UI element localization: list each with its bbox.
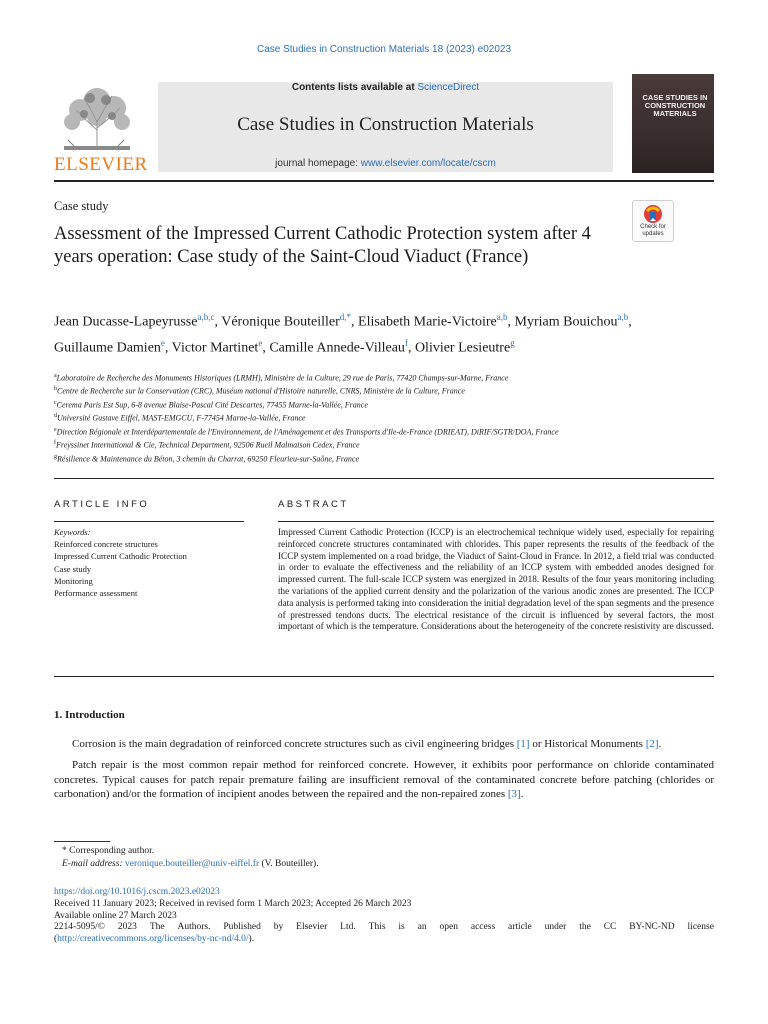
abstract-bottom-rule — [54, 676, 714, 677]
email-line — [54, 858, 714, 871]
author-affiliation-marker[interactable]: e — [258, 338, 263, 349]
footnote — [54, 845, 714, 871]
sciencedirect-link[interactable]: ScienceDirect — [417, 82, 480, 93]
license-word: 2214-5095/© — [54, 922, 106, 933]
author-name[interactable]: Victor Martinet — [171, 340, 259, 356]
license-word: under — [544, 922, 567, 933]
header-rule — [54, 180, 714, 182]
affiliation-item — [54, 398, 624, 411]
license-paren: ). — [248, 934, 255, 945]
license-line — [54, 922, 714, 934]
author-affiliation-marker[interactable]: f — [404, 338, 408, 349]
homepage-link[interactable]: www.elsevier.com/locate/cscm — [360, 158, 496, 169]
affiliation-item — [54, 452, 624, 465]
affiliation-marker: b — [54, 386, 57, 393]
article-type: Case study — [54, 199, 109, 213]
license-word: The — [149, 922, 165, 933]
keyword-item: Reinforced concrete structures — [54, 539, 158, 550]
license-word: Published — [223, 922, 261, 933]
email-label: E-mail address: — [62, 859, 125, 869]
keywords-label: Keywords: — [54, 527, 91, 537]
affiliation-marker: d — [54, 413, 57, 420]
doi-link[interactable]: https://doi.org/10.1016/j.cscm.2023.e02023 — [54, 887, 220, 897]
license-word: CC — [603, 922, 617, 933]
paragraph-text: Patch repair is the most common repair method for reinforced concrete. However, it exhibits poor performance on chloride contaminated concretes. Typical causes for patch repair premature failing are insufficient removal of the contaminated concrete before patching (chlorides or carbonation) and/or the formation of incipient anodes between the repaired and the non-repaired zones — [54, 758, 714, 801]
license-word: This — [368, 922, 386, 933]
affiliation-text: Laboratoire de Recherche des Monuments Historiques (LRMH), Ministère de la Culture, 29 rue de Paris, 77420 Champs-sur-Marne, France — [56, 373, 509, 383]
affiliation-marker: g — [54, 453, 57, 460]
publisher-name: ELSEVIER — [54, 154, 148, 175]
license-word: Ltd. — [340, 922, 356, 933]
affiliation-text: Freyssinet International & Cie, Technical Department, 92506 Rueil Malmaison Cedex, France — [56, 440, 360, 450]
affiliation-list — [54, 371, 624, 465]
license-word: Elsevier — [296, 922, 328, 933]
author-separator: , — [628, 314, 632, 330]
journal-cover-title: CASE STUDIES IN CONSTRUCTION MATERIALS — [642, 93, 708, 118]
section-heading: 1. Introduction — [54, 709, 125, 721]
affiliation-text: Université Gustave Eiffel, MAST-EMGCU, F-77454 Marne-la-Vallée, France — [57, 414, 306, 424]
author-name[interactable]: Olivier Lesieutre — [414, 340, 511, 356]
author-name[interactable]: Myriam Bouichou — [514, 314, 618, 330]
article-title: Assessment of the Impressed Current Cathodic Protection system after 4 years operation: Case study of the Saint-Cloud Viaduct (France) — [54, 224, 591, 267]
abstract-underline — [278, 521, 714, 522]
author-affiliation-marker[interactable]: a,b — [617, 312, 629, 322]
corresponding-author-note: * Corresponding author. — [62, 846, 155, 856]
author-name[interactable]: Camille Annede-Villeau — [269, 340, 405, 356]
article-info-heading: ARTICLE INFO — [54, 499, 150, 510]
author-affiliation-marker[interactable]: e — [160, 338, 165, 349]
paragraph-text: . — [520, 788, 524, 801]
available-online: Available online 27 March 2023 — [54, 910, 177, 921]
license-paren: ( — [54, 934, 58, 945]
keyword-item: Case study — [54, 563, 92, 574]
author-affiliation-marker[interactable]: d,* — [339, 312, 352, 322]
abstract-heading: ABSTRACT — [278, 499, 349, 510]
paragraph — [54, 758, 714, 802]
author-separator: , — [351, 314, 359, 330]
license-word: an — [417, 922, 427, 933]
affiliation-text: Résilience & Maintenance du Béton, 3 chemin du Charrat, 69250 Fleurieu-sur-Saône, France — [57, 454, 359, 464]
license-word: is — [398, 922, 405, 933]
author-separator: , — [262, 340, 270, 356]
author-separator: , — [214, 314, 222, 330]
author-name[interactable]: Elisabeth Marie-Victoire — [358, 314, 497, 330]
affiliation-item — [54, 438, 624, 451]
email-suffix: (V. Bouteiller). — [259, 859, 319, 869]
affiliation-marker: c — [54, 399, 57, 406]
article-info-underline — [54, 521, 244, 522]
license-url-line — [54, 934, 714, 946]
author-affiliation-marker[interactable]: g — [510, 338, 515, 349]
license-word: article — [508, 922, 532, 933]
paragraph-text: or Historical Monuments — [529, 738, 646, 750]
keyword-item: Impressed Current Cathodic Protection — [54, 551, 187, 562]
article-info-rule — [54, 478, 714, 479]
author-separator: , — [407, 340, 415, 356]
journal-title: Case Studies in Construction Materials — [237, 114, 534, 135]
license-word: BY-NC-ND — [629, 922, 675, 933]
license-word: 2023 — [117, 922, 137, 933]
affiliation-text: Cerema Paris Est Sup, 6-8 avenue Blaise-Pascal Cité Descartes, 77455 Marne-la-Vallée, France — [56, 400, 368, 410]
affiliation-text: Direction Régionale et Interdépartementale de l'Environnement, de l'Aménagement et des Transports d'Ile-de-France (DRIEAT), DiRIF/SGTR/DOA, France — [56, 427, 559, 437]
citation-link[interactable]: [2] — [645, 738, 659, 750]
contents-line — [158, 82, 613, 93]
author-list — [54, 307, 634, 359]
author-affiliation-marker[interactable]: a,b,c — [197, 312, 215, 322]
citation-link[interactable]: [1] — [516, 738, 530, 750]
license-word: license — [687, 922, 714, 933]
author-separator: , — [164, 340, 172, 356]
author-name[interactable]: Jean Ducasse-Lapeyrusse — [54, 314, 198, 330]
license-word: open — [439, 922, 458, 933]
paragraph-text: . — [658, 738, 662, 750]
affiliation-text: Centre de Recherche sur la Conservation (CRC), Muséum national d'Histoire naturelle, CNRS, Ministère de la Culture, France — [57, 387, 465, 397]
affiliation-marker: a — [54, 373, 57, 379]
license-link[interactable]: http://creativecommons.org/licenses/by-nc-nd/4.0/ — [57, 934, 249, 945]
author-separator: , — [507, 314, 515, 330]
citation-link[interactable]: [3] — [507, 788, 521, 801]
body-text — [54, 737, 714, 802]
footnote-rule — [54, 841, 110, 842]
author-name[interactable]: Véronique Bouteiller — [221, 314, 340, 330]
email-link[interactable]: veronique.bouteiller@univ-eiffel.fr — [124, 859, 260, 869]
affiliation-item — [54, 425, 624, 438]
homepage-prefix: journal homepage: — [275, 158, 361, 169]
journal-cover-image[interactable] — [632, 74, 714, 173]
license-word: access — [470, 922, 496, 933]
paragraph-text: Corrosion is the main degradation of reinforced concrete structures such as civil engineering bridges — [72, 738, 517, 750]
journal-reference[interactable]: Case Studies in Construction Materials 18 (2023) e02023 — [256, 44, 512, 55]
author-name[interactable]: Guillaume Damien — [54, 340, 161, 356]
affiliation-item — [54, 371, 624, 384]
paragraph — [54, 737, 714, 752]
affiliation-item — [54, 384, 624, 397]
author-affiliation-marker[interactable]: a,b — [496, 312, 508, 322]
abstract-text: Impressed Current Cathodic Protection (ICCP) is an electrochemical technique widely used, especially for repairing reinforced concrete structures contaminated with chlorides. This paper represents the results of the feedback of the ICCP system implemented on a road bridge, the Viaduct of Saint-Cloud in France. In 2012, a field trial was conducted in order to evaluate the effectiveness and the reliability of an ICCP system with embedded anodes designed for impressed current. The full-scale ICCP system was energized in 2018. Results of the four years monitoring including the variations of the applied current density and the polarization of the various anodic zones are presented. The ICCP data analysis is performed taking into consideration the initial degradation level of the span segments and the presence of prestressed tendons ducts. The electrical resistance of the circuit is influenced by several factors, the most important of which is the temperature. Considerations about the heterogeneity of the concrete resistivity are discussed. — [278, 527, 714, 632]
affiliation-marker: e — [54, 426, 57, 433]
journal-homepage — [158, 158, 613, 169]
received-dates: Received 11 January 2023; Received in revised form 1 March 2023; Accepted 26 March 2023 — [54, 898, 412, 909]
keywords-block — [54, 526, 254, 599]
keyword-item: Performance assessment — [54, 588, 138, 599]
publication-info — [54, 887, 714, 946]
affiliation-item — [54, 411, 624, 424]
keyword-item: Monitoring — [54, 575, 93, 586]
license-word: the — [579, 922, 591, 933]
license-word: by — [273, 922, 284, 933]
affiliation-marker: f — [54, 440, 56, 447]
license-word: Authors. — [177, 922, 211, 933]
contents-prefix: Contents lists available at — [291, 82, 418, 93]
check-for-updates-label: Check for updates — [640, 224, 666, 237]
